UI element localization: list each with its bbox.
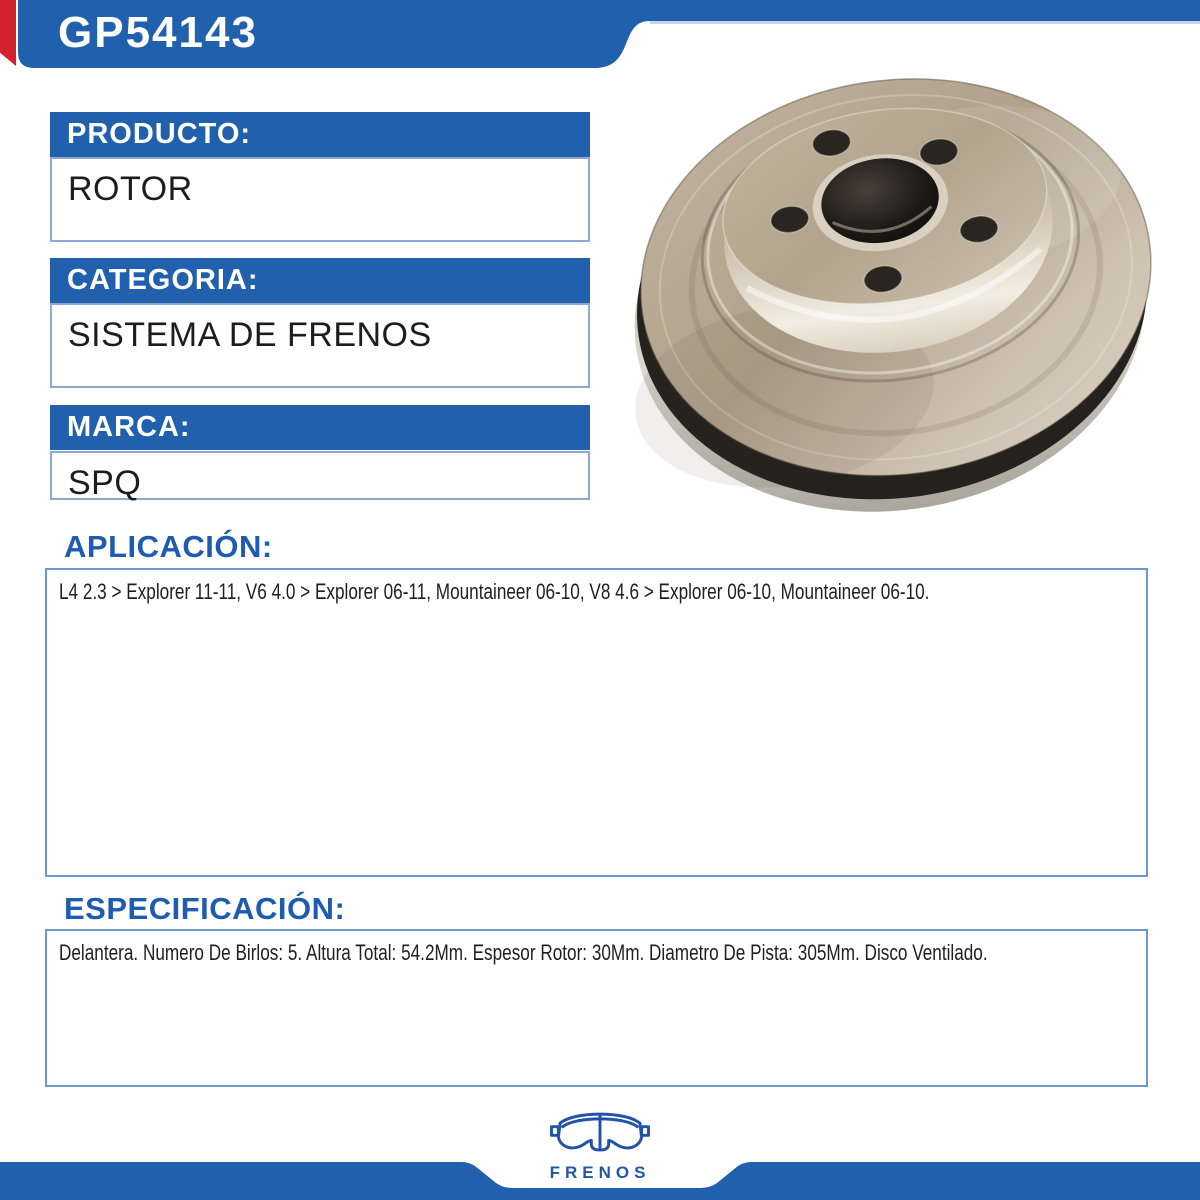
marca-label: MARCA: [50, 405, 590, 450]
product-photo-rotor [622, 50, 1162, 520]
producto-label: PRODUCTO: [50, 112, 590, 157]
part-number: GP54143 [58, 8, 258, 57]
categoria-value: SISTEMA DE FRENOS [50, 303, 590, 388]
categoria-label: CATEGORIA: [50, 258, 590, 303]
specification-text: Delantera. Numero De Birlos: 5. Altura Total: 54.2Mm. Espesor Rotor: 30Mm. Diametro De Pista: 305Mm. Disco Ventilado. [59, 940, 988, 965]
section-title-aplicacion: APLICACIÓN: [64, 529, 273, 564]
section-title-especificacion: ESPECIFICACIÓN: [64, 891, 346, 926]
brake-pad-icon [548, 1102, 652, 1160]
footer-label: FRENOS [549, 1163, 651, 1182]
footer-bar [0, 1162, 1200, 1200]
application-text: L4 2.3 > Explorer 11-11, V6 4.0 > Explorer 06-11, Mountaineer 06-10, V8 4.6 > Explorer 06-10, Mountaineer 06-10. [59, 579, 930, 604]
application-box [45, 568, 1148, 877]
marca-value: SPQ [50, 451, 590, 500]
producto-value: ROTOR [50, 157, 590, 242]
specification-box [45, 929, 1148, 1087]
